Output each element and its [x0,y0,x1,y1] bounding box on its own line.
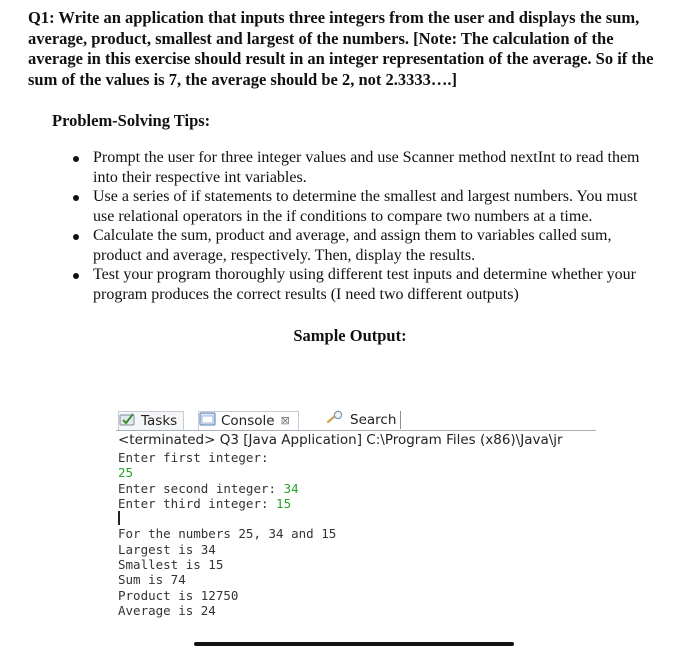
tip-line: use relational operators in the if conditions to compare two numbers at a time. [93,207,593,225]
bullet-icon [73,195,79,201]
bullet-icon [73,156,79,162]
tab-search-label: Search [350,412,397,428]
tab-tasks[interactable] [118,411,184,430]
console-line: Product is 12750 [118,587,239,603]
tip-line: Prompt the user for three integer values and use Scanner method nextInt to read them [93,149,640,166]
console-input: 15 [276,495,292,511]
console-line [118,465,598,480]
console-line: For the numbers 25, 34 and 15 [118,526,337,542]
console-input: 25 [118,465,134,481]
tip-line: program produces the correct results (I need two different outputs) [93,285,519,303]
console-panel [116,408,606,626]
console-line: Average is 24 [118,602,216,618]
bottom-divider-bar [194,642,514,646]
console-output[interactable] [118,450,598,618]
console-input: 34 [283,480,299,496]
console-line: Smallest is 15 [118,557,224,573]
console-line: Sum is 74 [118,572,186,588]
tab-tasks-label: Tasks [141,413,178,429]
question-line: average in this exercise should result in an integer representation of the average. So if the [28,49,654,68]
tasks-icon [119,411,137,432]
console-line [118,481,598,496]
bullet-icon [73,273,79,279]
question-line: Q1: Write an application that inputs three integers from the user and displays the sum, [28,8,640,27]
tip-item [70,265,678,304]
close-icon[interactable]: ⊠ [280,414,290,427]
tip-line: product and average, respectively. Then, display the results. [93,246,476,264]
tip-line: Use a series of if statements to determine the smallest and largest numbers. You must [93,188,638,205]
text-cursor [118,511,120,525]
tip-item [70,148,678,187]
console-prompt: Enter second integer: [118,480,284,496]
search-icon [326,410,346,431]
tab-console-label: Console [221,413,275,429]
console-line: Largest is 34 [118,541,216,557]
sample-output-heading: Sample Output: [293,326,407,345]
console-icon [199,411,217,432]
question-line: sum of the values is 7, the average should be 2, not 2.3333….] [28,69,458,89]
tip-item [70,187,678,226]
console-status: <terminated> Q3 [Java Application] C:\Program Files (x86)\Java\jr [118,432,563,448]
bullet-icon [73,234,79,240]
tips-heading: Problem-Solving Tips: [52,111,211,130]
console-line: Enter first integer: [118,450,269,465]
console-cursor-line [118,511,598,526]
question-text [28,8,678,90]
question-line: average, product, smallest and largest of the numbers. [Note: The calculation of the [28,28,614,48]
tip-line: Calculate the sum, product and average, and assign them to variables called sum, [93,227,612,244]
tip-item [70,226,678,265]
console-prompt: Enter third integer: [118,495,277,511]
tab-search[interactable] [326,411,401,429]
console-line [118,496,598,511]
tip-line: into their respective int variables. [93,168,307,186]
tab-divider [116,430,596,431]
tips-list [70,148,678,304]
tab-console[interactable] [198,411,299,430]
tip-line: Test your program thoroughly using different test inputs and determine whether your [93,266,636,283]
tab-bar [116,408,606,430]
